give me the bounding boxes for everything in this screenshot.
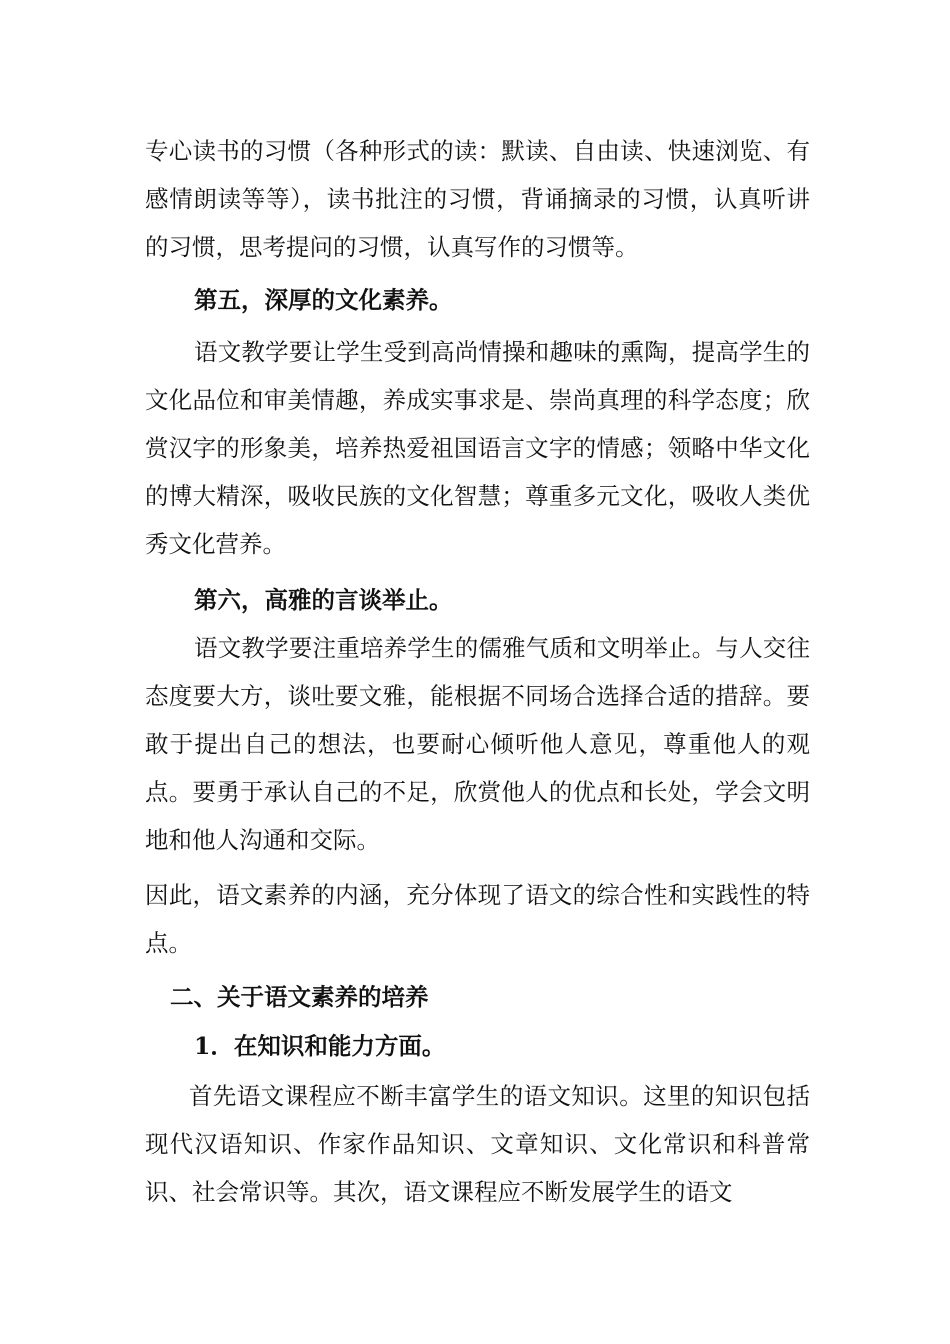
paragraph-conclusion: 因此，语文素养的内涵，充分体现了语文的综合性和实践性的特点。	[145, 881, 810, 957]
subheading-knowledge-ability: 1．在知识和能力方面。	[194, 1032, 446, 1060]
heading-manners: 第六，高雅的言谈举止。	[194, 586, 453, 614]
paragraph-reading-habits: 专心读书的习惯（各种形式的读：默读、自由读、快速浏览、有感情朗读等等），读书批注的习惯，背诵摘录的习惯，认真听讲的习惯，思考提问的习惯，认真写作的习惯等。	[145, 137, 810, 261]
paragraph-knowledge: 首先语文课程应不断丰富学生的语文知识。这里的知识包括现代汉语知识、作家作品知识、文章知识、文化常识和科普常识、社会常识等。其次，语文课程应不断发展学生的语文	[145, 1082, 810, 1206]
section-heading-cultivation: 二、关于语文素养的培养	[170, 983, 429, 1011]
paragraph-culture: 语文教学要让学生受到高尚情操和趣味的熏陶，提高学生的文化品位和审美情趣，养成实事求是、崇尚真理的科学态度；欣赏汉字的形象美，培养热爱祖国语言文字的情感；领略中华文化的博大精深，吸收民族的文化智慧；尊重多元文化，吸收人类优秀文化营养。	[145, 338, 810, 558]
paragraph-manners: 语文教学要注重培养学生的儒雅气质和文明举止。与人交往态度要大方，谈吐要文雅，能根据不同场合选择合适的措辞。要敢于提出自己的想法，也要耐心倾听他人意见，尊重他人的观点。要勇于承认自己的不足，欣赏他人的优点和长处，学会文明地和他人沟通和交际。	[145, 634, 810, 854]
heading-culture: 第五，深厚的文化素养。	[194, 286, 453, 314]
